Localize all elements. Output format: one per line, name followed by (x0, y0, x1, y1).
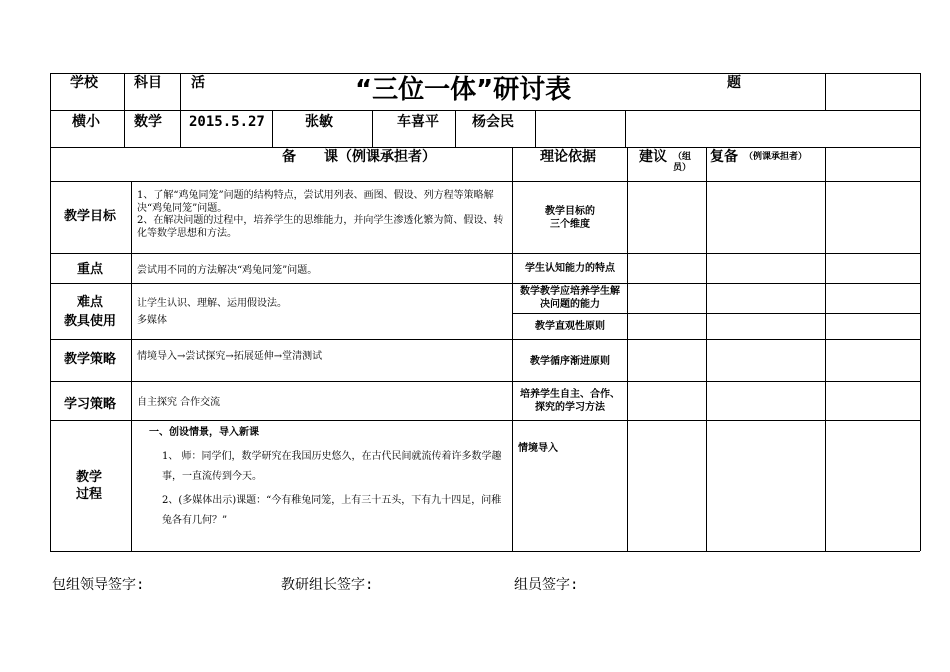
school-value: 横小 (72, 114, 100, 130)
col-divider (535, 110, 536, 147)
process-paragraph-1: 1、 师：同学们，数学研究在我国历史悠久，在古代民间就流传着许多数学趣事，一直流传到今天。 (162, 451, 502, 482)
row-label-learning-strategy: 学习策略 (64, 397, 117, 412)
learning-strategy-content: 自主探究 合作交流 (137, 397, 221, 408)
col-divider (180, 73, 181, 147)
col-divider (372, 110, 373, 147)
col-divider (124, 73, 125, 147)
subject-value: 数学 (134, 114, 162, 130)
leader-signature-label: 包组领导签字: (52, 577, 145, 593)
row-divider (50, 253, 920, 254)
key-point-content: 尝试用不同的方法解决“鸡兔同笼”问题。 (137, 265, 318, 276)
suggest-column-sub: （组员） (673, 152, 692, 174)
teaching-strategy-content: 情境导入→尝试探究→拓展延伸→堂清测试 (137, 351, 323, 362)
row-divider (50, 381, 920, 382)
difficulty-content: 让学生认识、理解、运用假设法。 (137, 298, 287, 309)
difficulty-theory: 数学教学应培养学生解决问题的能力 (520, 286, 620, 310)
goals-theory: 教学目标的 三个维度 (545, 206, 595, 230)
person-1: 张敏 (305, 114, 333, 130)
teaching-aids-theory: 教学直观性原则 (535, 321, 605, 332)
row-label-goals: 教学目标 (64, 209, 117, 224)
row-label-difficulty: 难点 (77, 295, 104, 310)
table-border-left (50, 73, 51, 551)
row-label-process: 教学 过程 (76, 470, 103, 502)
subject-label: 科目 (134, 75, 162, 91)
key-point-theory: 学生认知能力的特点 (525, 263, 615, 274)
row-divider (50, 147, 920, 148)
review-column-header: 复备 (710, 149, 738, 165)
col-divider (455, 110, 456, 147)
row-divider (50, 283, 920, 284)
goals-content: 1、了解“鸡兔同笼”问题的结构特点，尝试用列表、画图、假设、列方程等策略解决“鸡兔同笼”问题。 2、在解决问题的过程中，培养学生的思维能力，并向学生渗透化繁为简、假设、转化等数学思想和方法。 (137, 190, 504, 239)
page-title: “三位一体”研讨表 (355, 75, 572, 105)
school-label: 学校 (70, 75, 98, 91)
member-signature-label: 组员签字: (514, 577, 579, 593)
person-2: 车喜平 (397, 114, 439, 130)
date-value: 2015.5.27 (189, 114, 265, 130)
col-divider (825, 147, 826, 551)
table-border-bottom (50, 551, 920, 552)
row-label-teaching-strategy: 教学策略 (64, 352, 117, 367)
col-divider (272, 110, 273, 147)
row-divider (512, 313, 920, 314)
col-divider (131, 181, 132, 551)
topic-label: 题 (727, 75, 741, 91)
teaching-strategy-theory: 教学循序渐进原则 (530, 356, 610, 367)
row-label-key-point: 重点 (77, 262, 104, 277)
col-divider (825, 73, 826, 110)
person-3: 杨会民 (472, 114, 514, 130)
row-label-teaching-aids: 教具使用 (64, 314, 117, 329)
row-divider (50, 181, 920, 182)
process-theory: 情境导入 (518, 443, 558, 454)
teaching-aids-content: 多媒体 (137, 315, 167, 326)
col-divider (512, 147, 513, 551)
suggest-column-header: 建议 (639, 149, 667, 165)
row-divider (50, 420, 920, 421)
col-divider (625, 110, 626, 147)
col-divider (627, 147, 628, 551)
process-heading: 一、创设情景，导入新课 (149, 427, 259, 438)
theory-column-header: 理论依据 (540, 149, 596, 165)
head-signature-label: 教研组长签字: (281, 577, 374, 593)
review-column-sub: （例课承担者） (744, 152, 808, 162)
col-divider (706, 147, 707, 551)
process-paragraph-2: 2、(多媒体出示)课题：“今有稚兔同笼，上有三十五头，下有九十四足，问稚兔各有几何？” (162, 495, 502, 526)
activity-label: 活 (191, 75, 205, 91)
row-divider (50, 339, 920, 340)
table-border-right (920, 73, 921, 551)
prep-column-header: 备 课（例课承担者） (282, 149, 436, 165)
learning-strategy-theory: 培养学生自主、合作、探究的学习方法 (520, 389, 620, 413)
